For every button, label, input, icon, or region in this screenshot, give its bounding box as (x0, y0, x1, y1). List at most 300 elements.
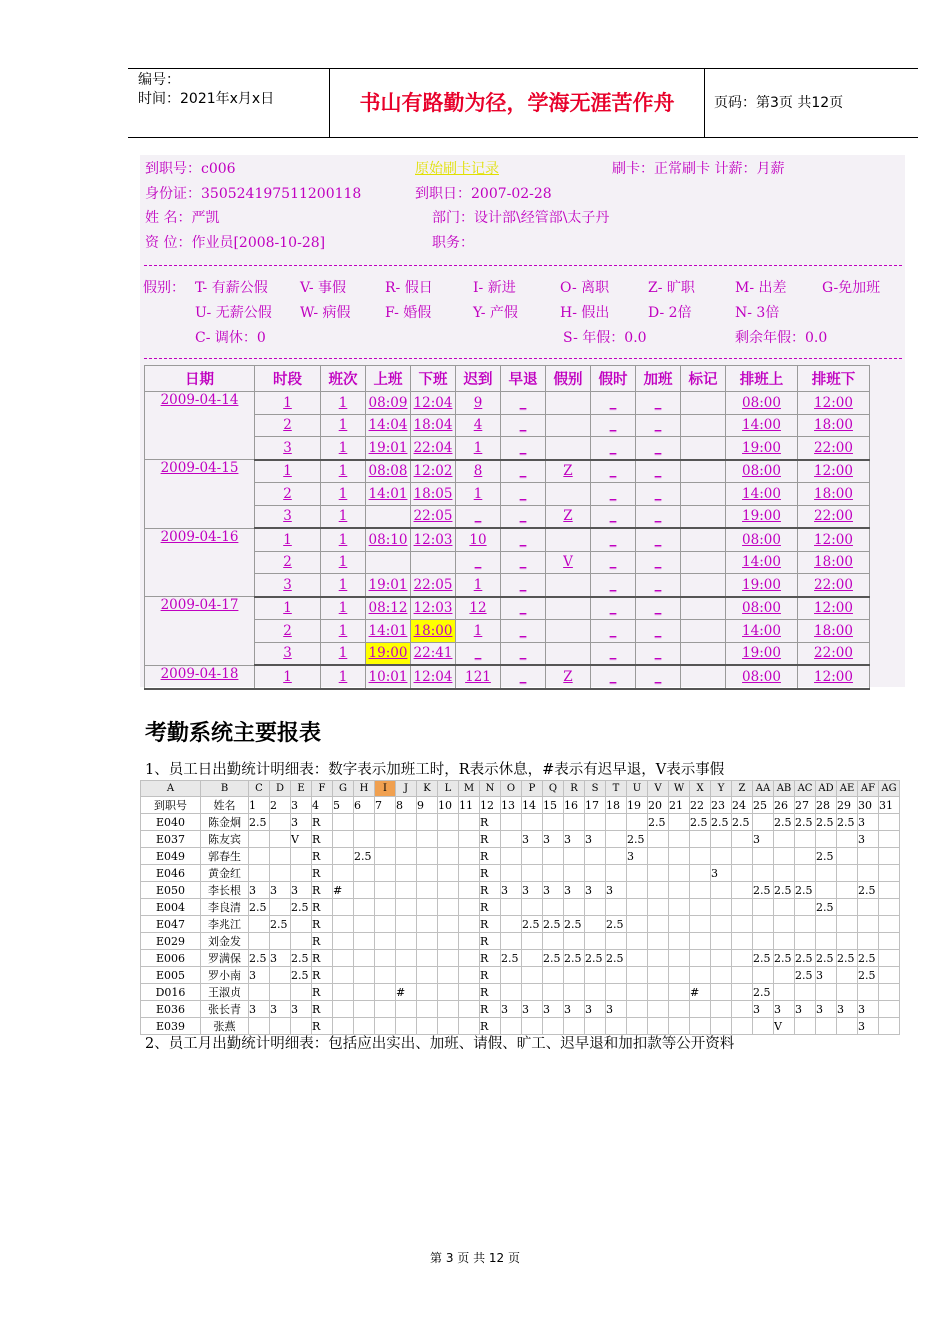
sheet-cell[interactable]: M (459, 781, 480, 797)
sheet-cell[interactable]: 3 (858, 831, 879, 848)
cell[interactable]: 19:00 (726, 574, 798, 597)
cell[interactable]: 3 (255, 574, 321, 597)
sheet-cell[interactable]: E005 (141, 967, 201, 984)
sheet-cell[interactable] (417, 916, 438, 933)
sheet-cell[interactable] (543, 865, 564, 882)
sheet-cell[interactable]: 3 (564, 1001, 585, 1018)
sheet-cell[interactable] (774, 899, 795, 916)
sheet-cell[interactable] (648, 984, 669, 1001)
sheet-cell[interactable]: 20 (648, 797, 669, 814)
sheet-cell[interactable] (270, 899, 291, 916)
sheet-cell[interactable] (522, 933, 543, 950)
cell[interactable]: 1 (321, 414, 366, 437)
sheet-cell[interactable]: B (201, 781, 249, 797)
sheet-cell[interactable] (879, 933, 900, 950)
cell[interactable]: 1 (255, 597, 321, 620)
sheet-cell[interactable]: S (585, 781, 606, 797)
sheet-cell[interactable]: 2.5 (291, 899, 312, 916)
cell[interactable]: 22:00 (798, 642, 870, 665)
cell[interactable]: _ (636, 597, 681, 620)
sheet-cell[interactable] (837, 865, 858, 882)
sheet-cell[interactable]: 13 (501, 797, 522, 814)
cell[interactable]: 1 (321, 483, 366, 506)
sheet-cell[interactable]: 3 (816, 1001, 837, 1018)
sheet-cell[interactable]: V (291, 831, 312, 848)
sheet-cell[interactable]: E036 (141, 1001, 201, 1018)
cell[interactable]: 1 (456, 620, 501, 643)
sheet-cell[interactable]: 17 (585, 797, 606, 814)
cell[interactable]: _ (501, 528, 546, 551)
sheet-cell[interactable]: 李长根 (201, 882, 249, 899)
sheet-cell[interactable] (690, 967, 711, 984)
sheet-cell[interactable] (690, 882, 711, 899)
sheet-cell[interactable] (858, 984, 879, 1001)
sheet-cell[interactable]: 6 (354, 797, 375, 814)
sheet-cell[interactable]: 7 (375, 797, 396, 814)
sheet-cell[interactable] (522, 950, 543, 967)
sheet-cell[interactable] (711, 916, 732, 933)
sheet-cell[interactable] (774, 916, 795, 933)
cell[interactable]: 12:04 (411, 392, 456, 415)
sheet-cell[interactable]: 2.5 (564, 916, 585, 933)
sheet-cell[interactable]: 2.5 (606, 950, 627, 967)
sheet-cell[interactable] (774, 848, 795, 865)
sheet-cell[interactable] (375, 865, 396, 882)
cell[interactable]: 19:00 (726, 437, 798, 460)
cell[interactable]: 14:00 (726, 483, 798, 506)
sheet-cell[interactable] (564, 814, 585, 831)
sheet-cell[interactable] (417, 1001, 438, 1018)
sheet-cell[interactable] (648, 882, 669, 899)
cell[interactable]: 2 (255, 414, 321, 437)
sheet-cell[interactable] (816, 933, 837, 950)
sheet-cell[interactable]: 2.5 (774, 814, 795, 831)
sheet-cell[interactable]: 3 (858, 1018, 879, 1035)
cell[interactable]: 1 (321, 642, 366, 665)
cell[interactable]: 3 (255, 642, 321, 665)
sheet-cell[interactable] (543, 967, 564, 984)
sheet-cell[interactable] (627, 984, 648, 1001)
cell[interactable]: 18:00 (798, 620, 870, 643)
sheet-cell[interactable] (837, 1018, 858, 1035)
sheet-cell[interactable] (753, 1018, 774, 1035)
cell[interactable]: 19:01 (366, 437, 411, 460)
sheet-cell[interactable]: 2.5 (249, 899, 270, 916)
sheet-cell[interactable]: R (480, 899, 501, 916)
cell[interactable]: _ (591, 414, 636, 437)
sheet-cell[interactable] (753, 848, 774, 865)
sheet-cell[interactable]: 2.5 (816, 950, 837, 967)
sheet-cell[interactable]: 2.5 (732, 814, 753, 831)
sheet-cell[interactable]: 3 (291, 882, 312, 899)
sheet-cell[interactable]: 1 (249, 797, 270, 814)
sheet-cell[interactable] (648, 1001, 669, 1018)
date-cell[interactable]: 2009-04-17 (145, 597, 255, 666)
cell[interactable]: 14:04 (366, 414, 411, 437)
sheet-cell[interactable] (732, 831, 753, 848)
sheet-cell[interactable]: F (312, 781, 333, 797)
sheet-cell[interactable]: T (606, 781, 627, 797)
cell[interactable]: 18:00 (798, 551, 870, 574)
cell[interactable]: _ (501, 551, 546, 574)
sheet-cell[interactable] (795, 916, 816, 933)
sheet-cell[interactable] (627, 814, 648, 831)
sheet-cell[interactable] (459, 899, 480, 916)
sheet-cell[interactable]: AD (816, 781, 837, 797)
cell[interactable]: 4 (456, 414, 501, 437)
sheet-cell[interactable] (543, 984, 564, 1001)
sheet-cell[interactable]: 4 (312, 797, 333, 814)
cell[interactable]: _ (636, 483, 681, 506)
sheet-cell[interactable] (501, 848, 522, 865)
sheet-cell[interactable] (816, 865, 837, 882)
sheet-cell[interactable]: 25 (753, 797, 774, 814)
sheet-cell[interactable]: 26 (774, 797, 795, 814)
sheet-cell[interactable] (291, 848, 312, 865)
sheet-cell[interactable]: 3 (501, 882, 522, 899)
sheet-cell[interactable] (627, 865, 648, 882)
cell[interactable]: _ (636, 505, 681, 528)
cell[interactable]: 18:00 (798, 414, 870, 437)
sheet-cell[interactable]: R (312, 1001, 333, 1018)
sheet-cell[interactable]: AF (858, 781, 879, 797)
cell[interactable]: 18:04 (411, 414, 456, 437)
cell[interactable]: 08:12 (366, 597, 411, 620)
sheet-cell[interactable] (732, 865, 753, 882)
sheet-cell[interactable]: 10 (438, 797, 459, 814)
cell[interactable]: 22:04 (411, 437, 456, 460)
sheet-cell[interactable] (690, 1001, 711, 1018)
sheet-cell[interactable]: R (480, 950, 501, 967)
sheet-cell[interactable] (816, 831, 837, 848)
sheet-cell[interactable] (669, 899, 690, 916)
sheet-cell[interactable] (837, 899, 858, 916)
sheet-cell[interactable]: 王淑贞 (201, 984, 249, 1001)
sheet-cell[interactable] (333, 1001, 354, 1018)
sheet-cell[interactable] (291, 916, 312, 933)
sheet-cell[interactable] (711, 1001, 732, 1018)
sheet-cell[interactable] (354, 950, 375, 967)
sheet-cell[interactable] (879, 865, 900, 882)
sheet-cell[interactable]: R (312, 950, 333, 967)
sheet-cell[interactable]: E006 (141, 950, 201, 967)
sheet-cell[interactable] (438, 950, 459, 967)
sheet-cell[interactable] (438, 933, 459, 950)
sheet-cell[interactable]: 22 (690, 797, 711, 814)
sheet-cell[interactable] (354, 933, 375, 950)
sheet-cell[interactable]: 郭春生 (201, 848, 249, 865)
sheet-cell[interactable] (606, 831, 627, 848)
sheet-cell[interactable]: 3 (249, 882, 270, 899)
cell[interactable]: 12:02 (411, 460, 456, 483)
cell[interactable]: _ (591, 597, 636, 620)
sheet-cell[interactable] (417, 865, 438, 882)
sheet-cell[interactable] (459, 916, 480, 933)
sheet-cell[interactable]: AE (837, 781, 858, 797)
sheet-cell[interactable]: Q (543, 781, 564, 797)
sheet-cell[interactable]: 2.5 (648, 814, 669, 831)
sheet-cell[interactable] (375, 848, 396, 865)
cell[interactable]: _ (636, 620, 681, 643)
sheet-cell[interactable]: V (648, 781, 669, 797)
cell[interactable]: 12:00 (798, 597, 870, 620)
sheet-cell[interactable]: 张燕 (201, 1018, 249, 1035)
sheet-cell[interactable]: 24 (732, 797, 753, 814)
sheet-cell[interactable] (375, 882, 396, 899)
sheet-cell[interactable]: R (480, 1001, 501, 1018)
sheet-cell[interactable]: 2.5 (249, 950, 270, 967)
sheet-cell[interactable] (249, 831, 270, 848)
sheet-cell[interactable] (837, 916, 858, 933)
sheet-cell[interactable] (690, 865, 711, 882)
sheet-cell[interactable]: R (480, 916, 501, 933)
cell[interactable]: _ (591, 528, 636, 551)
cell[interactable]: 1 (255, 528, 321, 551)
sheet-cell[interactable] (333, 899, 354, 916)
sheet-cell[interactable]: 31 (879, 797, 900, 814)
sheet-cell[interactable] (753, 814, 774, 831)
sheet-cell[interactable]: D (270, 781, 291, 797)
sheet-cell[interactable]: 3 (249, 1001, 270, 1018)
sheet-cell[interactable] (333, 933, 354, 950)
sheet-cell[interactable] (417, 848, 438, 865)
sheet-cell[interactable] (879, 967, 900, 984)
sheet-cell[interactable]: 2.5 (816, 814, 837, 831)
sheet-cell[interactable] (690, 831, 711, 848)
sheet-cell[interactable] (879, 984, 900, 1001)
sheet-cell[interactable] (585, 814, 606, 831)
sheet-cell[interactable] (354, 967, 375, 984)
sheet-cell[interactable] (354, 916, 375, 933)
sheet-cell[interactable] (396, 848, 417, 865)
sheet-cell[interactable] (522, 984, 543, 1001)
sheet-cell[interactable] (270, 967, 291, 984)
sheet-cell[interactable] (375, 899, 396, 916)
sheet-cell[interactable]: 2.5 (291, 967, 312, 984)
sheet-cell[interactable]: 2.5 (795, 882, 816, 899)
sheet-cell[interactable]: E037 (141, 831, 201, 848)
sheet-cell[interactable] (417, 933, 438, 950)
cell[interactable]: 08:10 (366, 528, 411, 551)
sheet-cell[interactable] (564, 865, 585, 882)
sheet-cell[interactable] (375, 950, 396, 967)
sheet-cell[interactable] (837, 967, 858, 984)
cell[interactable]: _ (636, 528, 681, 551)
sheet-cell[interactable]: R (312, 865, 333, 882)
sheet-cell[interactable]: 2.5 (627, 831, 648, 848)
sheet-cell[interactable] (837, 831, 858, 848)
cell[interactable]: 1 (255, 392, 321, 415)
sheet-cell[interactable] (858, 848, 879, 865)
sheet-cell[interactable] (732, 967, 753, 984)
sheet-cell[interactable] (417, 899, 438, 916)
sheet-cell[interactable]: 2.5 (585, 950, 606, 967)
sheet-cell[interactable] (522, 865, 543, 882)
sheet-cell[interactable] (732, 1018, 753, 1035)
sheet-cell[interactable]: 2.5 (795, 950, 816, 967)
sheet-cell[interactable] (417, 831, 438, 848)
cell[interactable]: Z (546, 460, 591, 483)
sheet-cell[interactable]: 8 (396, 797, 417, 814)
sheet-cell[interactable] (879, 848, 900, 865)
cell[interactable]: 08:09 (366, 392, 411, 415)
sheet-cell[interactable] (585, 984, 606, 1001)
sheet-cell[interactable]: W (669, 781, 690, 797)
sheet-cell[interactable] (648, 899, 669, 916)
sheet-cell[interactable] (669, 984, 690, 1001)
cell[interactable]: _ (636, 414, 681, 437)
sheet-cell[interactable] (333, 916, 354, 933)
sheet-cell[interactable] (354, 831, 375, 848)
sheet-cell[interactable]: 3 (753, 831, 774, 848)
sheet-cell[interactable] (606, 865, 627, 882)
sheet-cell[interactable]: 2.5 (606, 916, 627, 933)
sheet-cell[interactable] (669, 967, 690, 984)
sheet-cell[interactable] (564, 984, 585, 1001)
sheet-cell[interactable]: 27 (795, 797, 816, 814)
sheet-cell[interactable] (396, 950, 417, 967)
sheet-cell[interactable]: 3 (753, 1001, 774, 1018)
sheet-cell[interactable] (837, 984, 858, 1001)
sheet-cell[interactable] (690, 950, 711, 967)
sheet-cell[interactable] (249, 865, 270, 882)
cell[interactable]: _ (501, 574, 546, 597)
sheet-cell[interactable]: R (312, 1018, 333, 1035)
sheet-cell[interactable] (795, 1018, 816, 1035)
cell[interactable]: _ (591, 642, 636, 665)
sheet-cell[interactable]: 3 (291, 797, 312, 814)
sheet-cell[interactable]: 12 (480, 797, 501, 814)
cell[interactable]: Z (546, 505, 591, 528)
sheet-cell[interactable]: Y (711, 781, 732, 797)
sheet-cell[interactable]: 3 (291, 1001, 312, 1018)
sheet-cell[interactable] (501, 916, 522, 933)
sheet-cell[interactable]: E047 (141, 916, 201, 933)
cell[interactable]: 10:01 (366, 665, 411, 689)
sheet-cell[interactable]: 3 (627, 848, 648, 865)
sheet-cell[interactable]: 15 (543, 797, 564, 814)
sheet-cell[interactable]: # (333, 882, 354, 899)
sheet-cell[interactable] (438, 882, 459, 899)
cell[interactable]: 18:00 (411, 620, 456, 643)
sheet-cell[interactable] (648, 933, 669, 950)
sheet-cell[interactable] (606, 984, 627, 1001)
sheet-cell[interactable] (627, 916, 648, 933)
cell[interactable]: _ (501, 414, 546, 437)
sheet-cell[interactable]: 3 (795, 1001, 816, 1018)
sheet-cell[interactable]: X (690, 781, 711, 797)
sheet-cell[interactable] (417, 950, 438, 967)
sheet-cell[interactable] (501, 967, 522, 984)
sheet-cell[interactable]: 2.5 (354, 848, 375, 865)
sheet-cell[interactable] (396, 865, 417, 882)
sheet-cell[interactable]: 30 (858, 797, 879, 814)
sheet-cell[interactable]: 3 (543, 831, 564, 848)
sheet-cell[interactable]: 3 (501, 1001, 522, 1018)
sheet-cell[interactable] (333, 831, 354, 848)
sheet-cell[interactable] (879, 882, 900, 899)
sheet-cell[interactable]: O (501, 781, 522, 797)
sheet-cell[interactable]: 9 (417, 797, 438, 814)
sheet-cell[interactable]: 2.5 (753, 882, 774, 899)
sheet-cell[interactable] (438, 899, 459, 916)
sheet-cell[interactable]: 21 (669, 797, 690, 814)
sheet-cell[interactable] (816, 882, 837, 899)
sheet-cell[interactable]: R (312, 916, 333, 933)
sheet-cell[interactable]: 2.5 (291, 950, 312, 967)
cell[interactable]: 19:00 (366, 642, 411, 665)
sheet-cell[interactable]: 2 (270, 797, 291, 814)
cell[interactable]: _ (591, 460, 636, 483)
sheet-cell[interactable] (774, 865, 795, 882)
sheet-cell[interactable]: E029 (141, 933, 201, 950)
sheet-cell[interactable] (732, 950, 753, 967)
cell[interactable]: _ (501, 505, 546, 528)
sheet-cell[interactable]: 3 (564, 831, 585, 848)
sheet-cell[interactable]: 2.5 (816, 848, 837, 865)
sheet-cell[interactable] (753, 865, 774, 882)
cell[interactable]: 08:00 (726, 460, 798, 483)
sheet-cell[interactable]: H (354, 781, 375, 797)
sheet-cell[interactable] (354, 899, 375, 916)
sheet-cell[interactable]: D016 (141, 984, 201, 1001)
sheet-cell[interactable] (606, 933, 627, 950)
sheet-cell[interactable] (375, 916, 396, 933)
sheet-cell[interactable] (249, 984, 270, 1001)
cell[interactable]: 18:00 (798, 483, 870, 506)
sheet-cell[interactable] (522, 967, 543, 984)
cell[interactable]: 1 (456, 483, 501, 506)
date-cell[interactable]: 2009-04-14 (145, 392, 255, 460)
sheet-cell[interactable] (648, 848, 669, 865)
sheet-cell[interactable]: 刘金发 (201, 933, 249, 950)
sheet-cell[interactable]: R (480, 882, 501, 899)
sheet-cell[interactable]: 3 (606, 1001, 627, 1018)
sheet-cell[interactable] (879, 1018, 900, 1035)
cell[interactable]: 22:05 (411, 505, 456, 528)
sheet-cell[interactable]: 3 (543, 1001, 564, 1018)
sheet-cell[interactable]: 2.5 (837, 814, 858, 831)
sheet-cell[interactable] (816, 916, 837, 933)
sheet-cell[interactable] (795, 865, 816, 882)
sheet-cell[interactable]: 2.5 (795, 967, 816, 984)
cell[interactable]: _ (501, 665, 546, 689)
cell[interactable]: 12:00 (798, 392, 870, 415)
sheet-cell[interactable] (564, 848, 585, 865)
cell[interactable]: _ (501, 392, 546, 415)
sheet-cell[interactable] (879, 950, 900, 967)
sheet-cell[interactable]: 2.5 (522, 916, 543, 933)
sheet-cell[interactable]: 2.5 (270, 916, 291, 933)
sheet-cell[interactable]: # (690, 984, 711, 1001)
sheet-cell[interactable] (375, 933, 396, 950)
cell[interactable]: 08:00 (726, 665, 798, 689)
cell[interactable]: 08:00 (726, 392, 798, 415)
sheet-cell[interactable] (669, 848, 690, 865)
sheet-cell[interactable]: 3 (585, 882, 606, 899)
sheet-cell[interactable]: R (480, 933, 501, 950)
sheet-cell[interactable]: 3 (837, 1001, 858, 1018)
sheet-cell[interactable] (333, 950, 354, 967)
cell[interactable]: 121 (456, 665, 501, 689)
sheet-cell[interactable]: I (375, 781, 396, 797)
cell[interactable]: 3 (255, 505, 321, 528)
sheet-cell[interactable] (459, 831, 480, 848)
cell[interactable]: 19:00 (726, 642, 798, 665)
sheet-cell[interactable] (375, 831, 396, 848)
sheet-cell[interactable] (627, 950, 648, 967)
date-cell[interactable]: 2009-04-18 (145, 665, 255, 689)
